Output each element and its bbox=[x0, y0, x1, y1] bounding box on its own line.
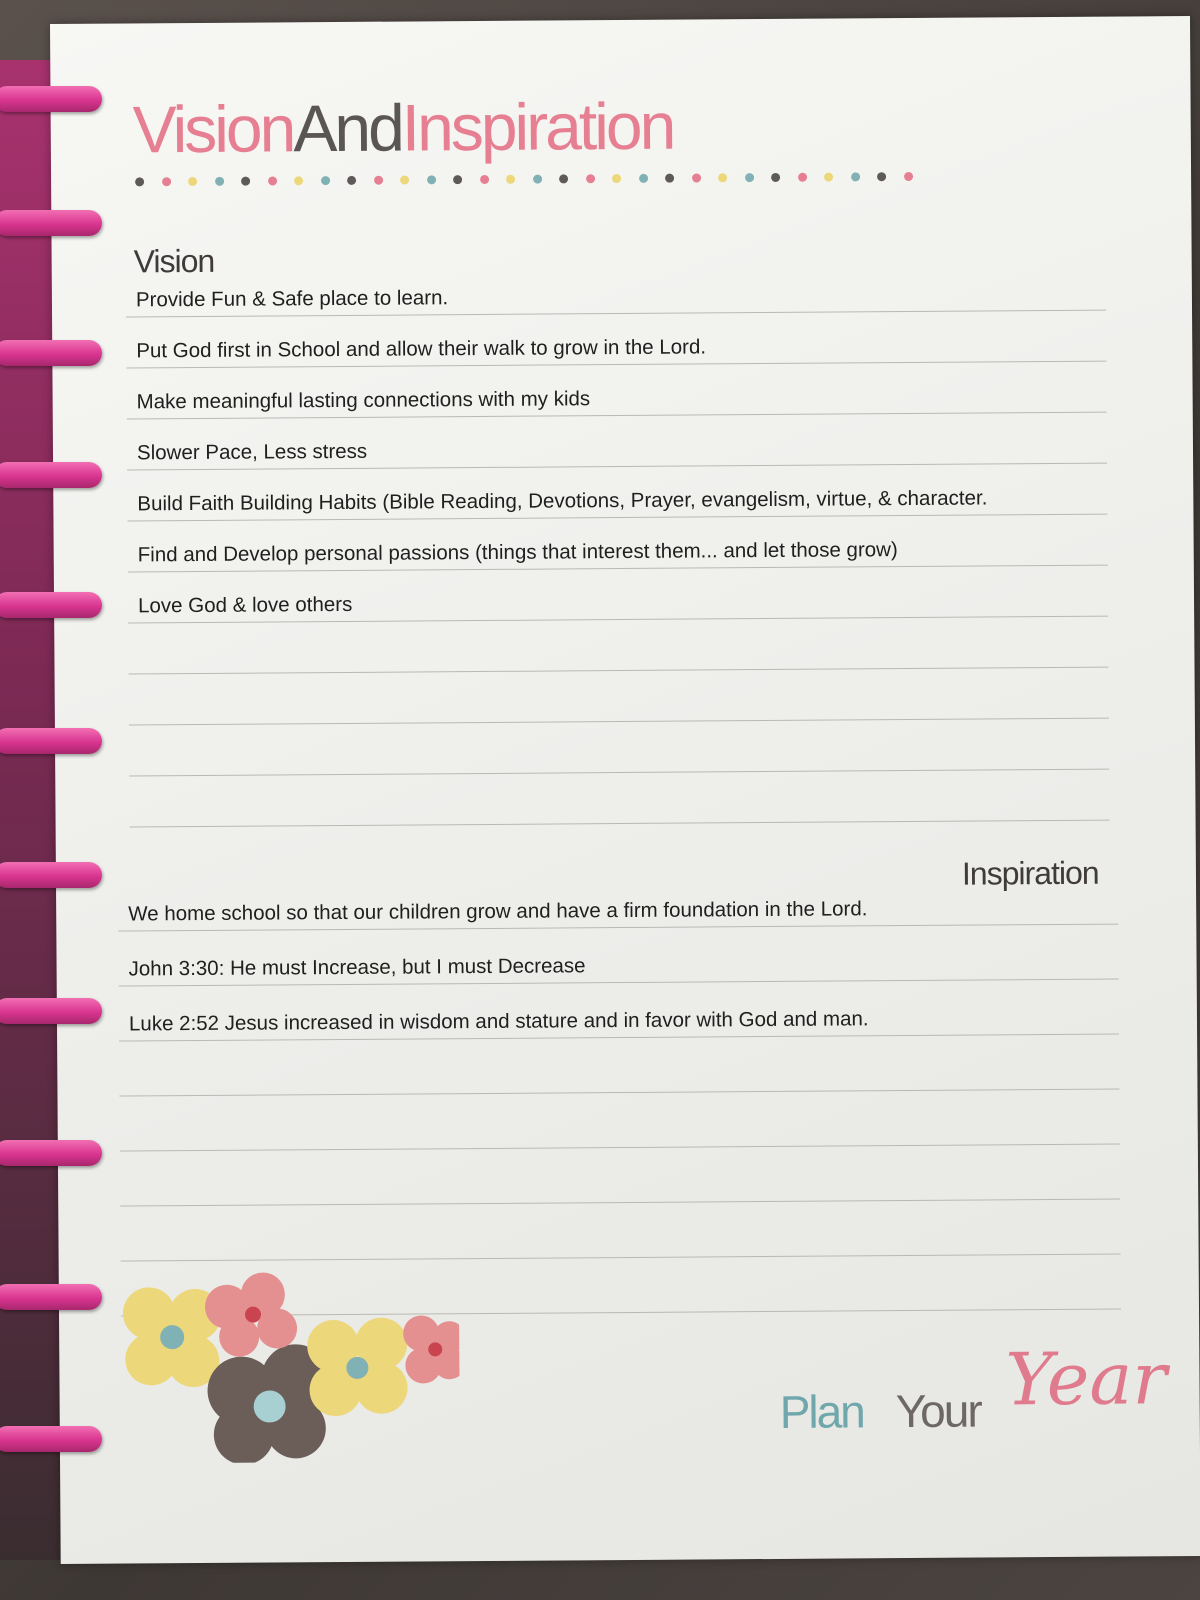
inspiration-heading: Inspiration bbox=[961, 854, 1099, 892]
inspiration-line: We home school so that our children grow and have a firm foundation in the Lord. bbox=[118, 879, 1118, 932]
binding-ring bbox=[0, 86, 102, 112]
pink-flower-right-icon bbox=[403, 1315, 460, 1383]
logo-year: Year bbox=[1005, 1336, 1168, 1422]
vision-line: Slower Pace, Less stress bbox=[127, 418, 1107, 471]
brown-flower-icon bbox=[207, 1344, 330, 1464]
inspiration-line: John 3:30: He must Increase, but I must Decrease bbox=[118, 934, 1118, 987]
inspiration-line: Luke 2:52 Jesus increased in wisdom and stature and in favor with God and man. bbox=[119, 989, 1119, 1042]
inspiration-line bbox=[120, 1154, 1120, 1207]
inspiration-line bbox=[120, 1209, 1120, 1262]
title-part-and: And bbox=[293, 90, 403, 166]
pink-flower-top-icon bbox=[205, 1272, 298, 1357]
binding-ring bbox=[0, 1426, 102, 1452]
yellow-flower-right-icon bbox=[307, 1318, 408, 1417]
binding-ring bbox=[0, 998, 102, 1024]
binding-ring bbox=[0, 462, 102, 488]
binding-ring bbox=[0, 592, 102, 618]
binding-ring bbox=[0, 340, 102, 366]
planner-page bbox=[50, 16, 1200, 1564]
inspiration-line bbox=[120, 1099, 1120, 1152]
vision-line: Provide Fun & Safe place to learn. bbox=[126, 265, 1106, 318]
binding-ring bbox=[0, 210, 102, 236]
vision-line: Love God & love others bbox=[128, 571, 1108, 624]
title-part-vision: Vision bbox=[132, 91, 294, 167]
logo-plan: Plan bbox=[779, 1385, 864, 1438]
vision-line: Make meaningful lasting connections with my kids bbox=[126, 367, 1106, 420]
binding-ring bbox=[0, 862, 102, 888]
inspiration-line bbox=[119, 1044, 1119, 1097]
binding-ring bbox=[0, 1140, 102, 1166]
vision-line: Put God first in School and allow their walk to grow in the Lord. bbox=[126, 316, 1106, 369]
flower-decoration bbox=[99, 1271, 460, 1464]
vision-heading: Vision bbox=[133, 242, 215, 280]
title-part-inspiration: Inspiration bbox=[401, 88, 674, 165]
binding-ring bbox=[0, 1284, 102, 1310]
binding-ring bbox=[0, 728, 102, 754]
logo-your: Your bbox=[895, 1384, 981, 1438]
vision-line: Build Faith Building Habits (Bible Reading, Devotions, Prayer, evangelism, virtue, & character. bbox=[127, 469, 1107, 522]
plan-your-year-logo bbox=[779, 1336, 1200, 1449]
vision-line: Find and Develop personal passions (things that interest them... and let those grow) bbox=[128, 520, 1108, 573]
